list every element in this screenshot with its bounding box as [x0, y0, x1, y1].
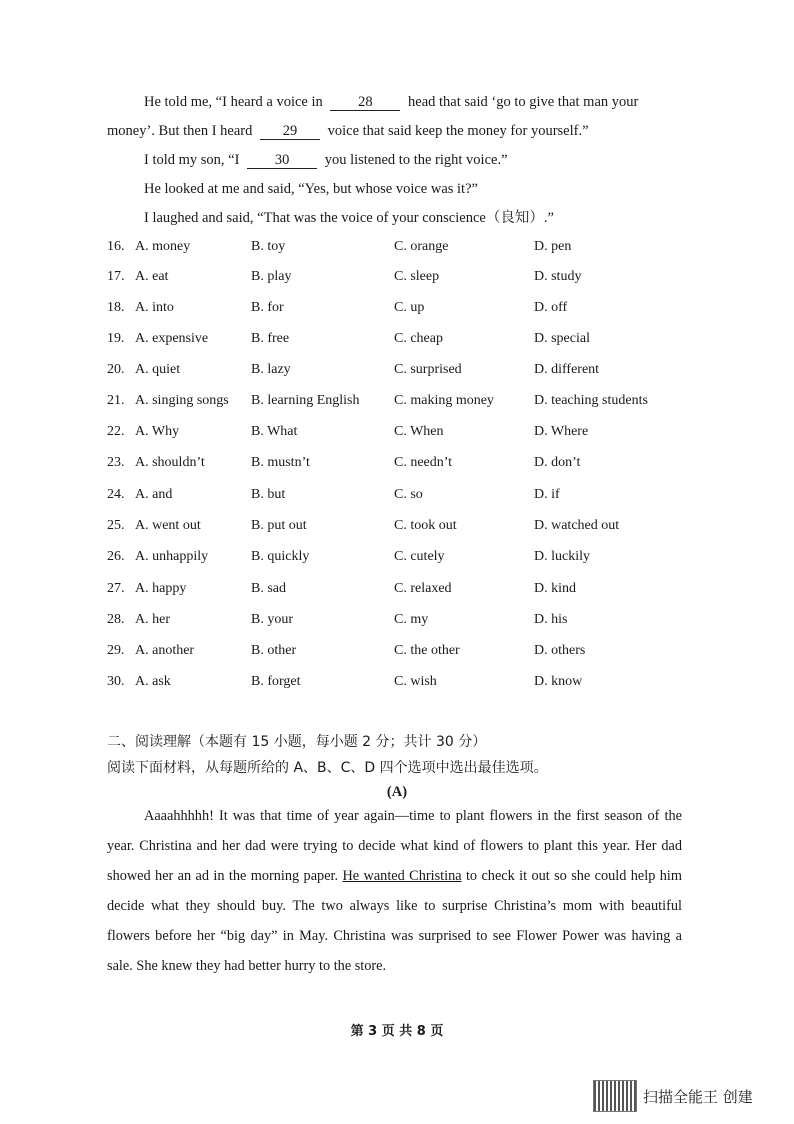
option-a: A. another [135, 643, 195, 658]
option-row [107, 612, 707, 630]
question-number: 26. [107, 549, 125, 564]
option-b: B. put out [251, 518, 307, 533]
option-c: C. needn’t [394, 455, 453, 470]
option-c: C. up [394, 300, 425, 315]
option-c: C. When [394, 424, 444, 439]
option-a: A. singing songs [135, 393, 229, 408]
option-row [107, 393, 707, 411]
option-a: A. went out [135, 518, 201, 533]
option-a: A. and [135, 487, 173, 502]
question-number: 29. [107, 643, 125, 658]
blank-28: 28 [330, 95, 400, 111]
option-b: B. quickly [251, 549, 310, 564]
question-number: 16. [107, 239, 125, 254]
option-d: D. different [534, 362, 600, 377]
option-a: A. quiet [135, 362, 181, 377]
option-a: A. money [135, 239, 191, 254]
option-d: D. don’t [534, 455, 581, 470]
option-a: A. shouldn’t [135, 455, 205, 470]
option-c: C. wish [394, 674, 437, 689]
question-number: 25. [107, 518, 125, 533]
story-line-3 [144, 151, 508, 169]
question-number: 28. [107, 612, 125, 627]
option-c: C. surprised [394, 362, 462, 377]
question-number: 17. [107, 269, 125, 284]
option-c: C. my [394, 612, 429, 627]
option-a: A. happy [135, 581, 187, 596]
option-row [107, 455, 707, 473]
underlined-phrase: He wanted Christina [342, 868, 462, 884]
option-row [107, 239, 707, 257]
option-a: A. unhappily [135, 549, 209, 564]
story-text: I told my son, “I [144, 152, 240, 168]
option-c: C. orange [394, 239, 449, 254]
story-text: head that said ‘go to give that man your [408, 94, 639, 110]
option-d: D. study [534, 269, 582, 284]
watermark-text: 扫描全能王 创建 [643, 1087, 753, 1106]
passage-text: to check it out so she could help him decide what they should buy. The two always like to surprise Christina’s mom with beautiful flowers before her “big day” in May. Christina was surprised to see Flower Power was having a sale. She knew they had better hurry to the store. [107, 868, 682, 974]
option-row [107, 269, 707, 287]
option-row [107, 487, 707, 505]
option-b: B. What [251, 424, 298, 439]
option-row [107, 518, 707, 536]
section-heading: 二、阅读理解（本题有 15 小题，每小题 2 分；共计 30 分） [107, 734, 487, 750]
option-a: A. Why [135, 424, 180, 439]
option-a: A. ask [135, 674, 171, 689]
question-number: 22. [107, 424, 125, 439]
option-d: D. if [534, 487, 560, 502]
story-line-1 [144, 93, 638, 111]
option-row [107, 331, 707, 349]
option-d: D. know [534, 674, 583, 689]
option-b: B. play [251, 269, 292, 284]
option-d: D. kind [534, 581, 576, 596]
option-row [107, 581, 707, 599]
section-instruction: 阅读下面材料，从每题所给的 A、B、C、D 四个选项中选出最佳选项。 [107, 760, 548, 776]
option-d: D. watched out [534, 518, 620, 533]
story-text: money’. But then I heard [107, 123, 253, 139]
option-a: A. expensive [135, 331, 209, 346]
option-b: B. free [251, 331, 290, 346]
question-number: 18. [107, 300, 125, 315]
story-line-2 [107, 122, 589, 140]
question-number: 20. [107, 362, 125, 377]
blank-30: 30 [247, 153, 317, 169]
passage-a-text [107, 801, 682, 981]
option-d: D. pen [534, 239, 572, 254]
option-b: B. other [251, 643, 297, 658]
question-number: 21. [107, 393, 125, 408]
passage-label: (A) [386, 784, 408, 800]
option-b: B. for [251, 300, 284, 315]
story-text: He told me, “I heard a voice in [144, 94, 323, 110]
option-a: A. eat [135, 269, 169, 284]
option-d: D. his [534, 612, 568, 627]
story-line-5: I laughed and said, “That was the voice of your conscience（良知）.” [144, 210, 554, 226]
blank-29: 29 [260, 124, 320, 140]
option-d: D. off [534, 300, 568, 315]
option-d: D. luckily [534, 549, 590, 564]
option-b: B. mustn’t [251, 455, 310, 470]
option-a: A. into [135, 300, 174, 315]
option-c: C. cheap [394, 331, 443, 346]
option-b: B. your [251, 612, 293, 627]
question-number: 19. [107, 331, 125, 346]
option-row [107, 300, 707, 318]
option-row [107, 549, 707, 567]
question-number: 24. [107, 487, 125, 502]
option-b: B. sad [251, 581, 286, 596]
option-row [107, 643, 707, 661]
option-b: B. forget [251, 674, 301, 689]
option-c: C. cutely [394, 549, 445, 564]
question-number: 27. [107, 581, 125, 596]
option-b: B. but [251, 487, 286, 502]
option-row [107, 424, 707, 442]
option-c: C. relaxed [394, 581, 452, 596]
option-b: B. toy [251, 239, 286, 254]
option-c: C. the other [394, 643, 460, 658]
scanner-watermark [593, 1080, 753, 1112]
option-d: D. teaching students [534, 393, 648, 408]
option-b: B. learning English [251, 393, 360, 408]
option-b: B. lazy [251, 362, 291, 377]
option-row [107, 674, 707, 692]
option-c: C. so [394, 487, 423, 502]
option-d: D. special [534, 331, 590, 346]
option-row [107, 362, 707, 380]
question-number: 23. [107, 455, 125, 470]
option-c: C. sleep [394, 269, 440, 284]
story-text: you listened to the right voice.” [324, 152, 508, 168]
option-c: C. took out [394, 518, 457, 533]
story-line-4: He looked at me and said, “Yes, but whose voice was it?” [144, 181, 478, 197]
option-d: D. Where [534, 424, 589, 439]
story-text: voice that said keep the money for yourself.” [327, 123, 589, 139]
question-number: 30. [107, 674, 125, 689]
passage-text: Aaaahhhhh! It was that time of year again—time to plant flowers in the first season of the year. Christina and her dad were trying to decide what kind of flowers to plant this year. Her dad showed her an ad in the morning paper. [107, 808, 682, 884]
option-c: C. making money [394, 393, 494, 408]
page-footer: 第 3 页 共 8 页 [350, 1024, 444, 1039]
option-d: D. others [534, 643, 586, 658]
qr-logo-icon [593, 1080, 637, 1112]
option-a: A. her [135, 612, 170, 627]
